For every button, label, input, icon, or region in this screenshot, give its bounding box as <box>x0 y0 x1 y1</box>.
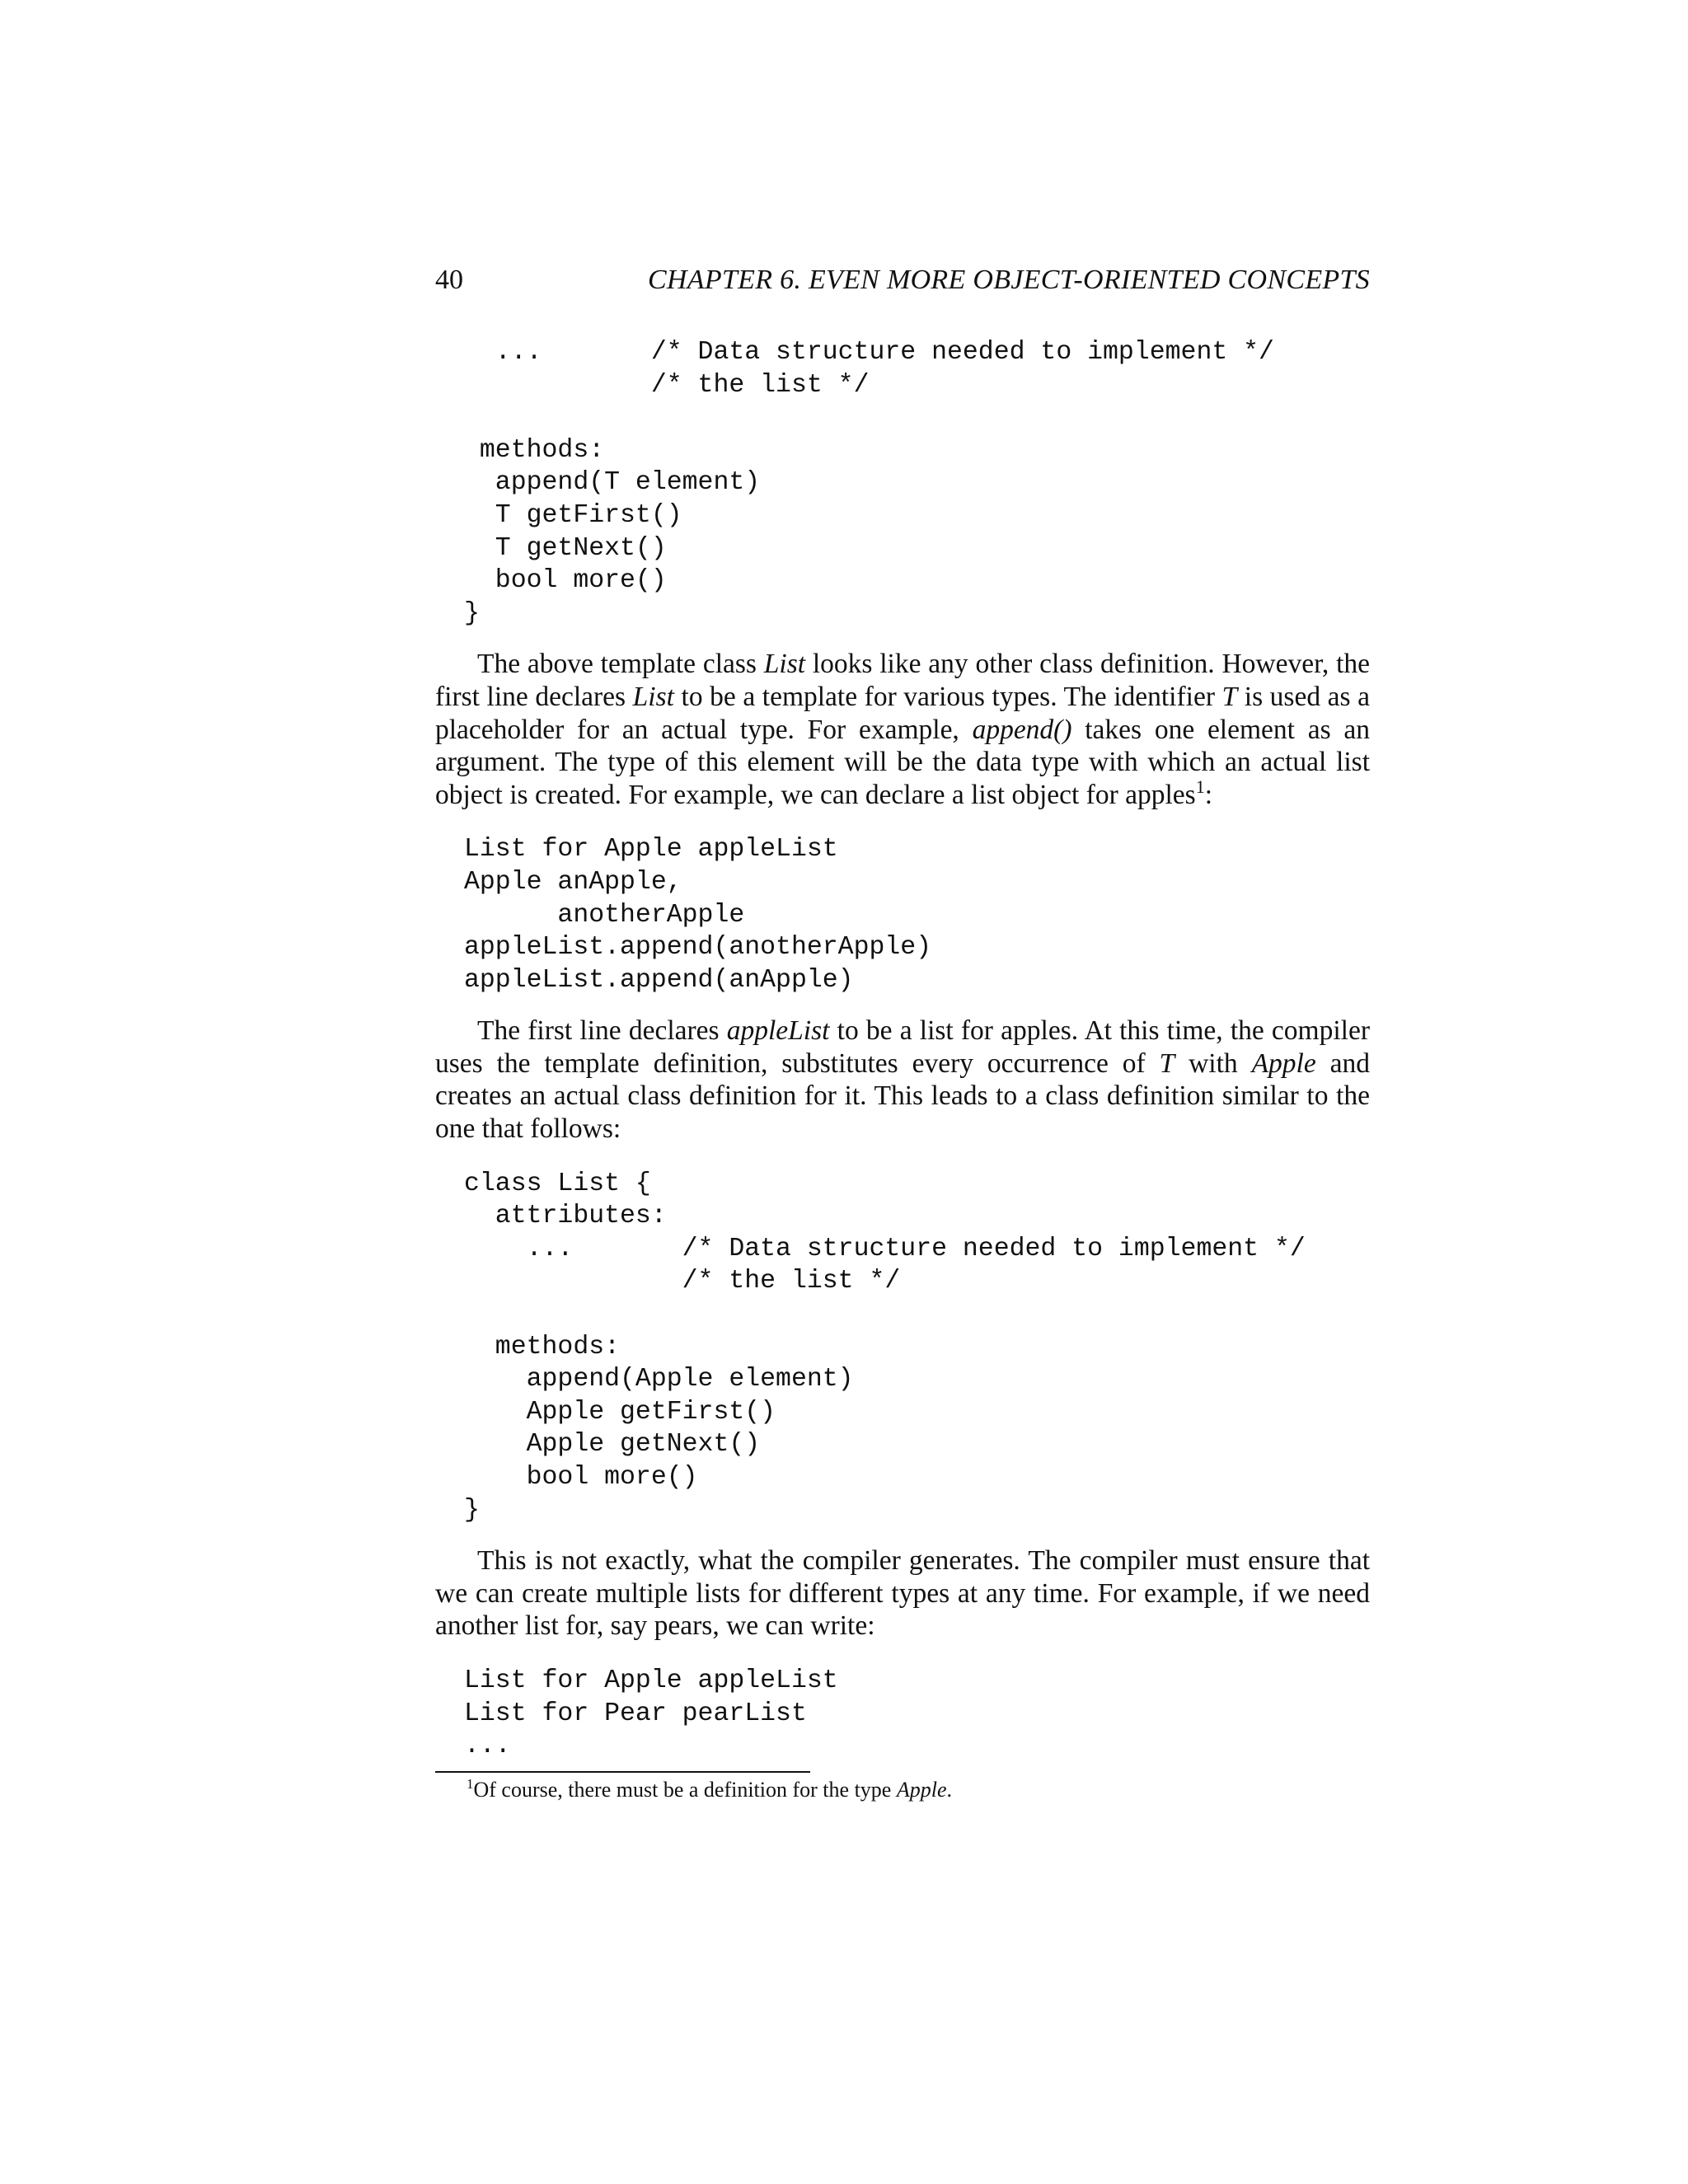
emphasis-append: append() <box>972 714 1072 745</box>
text-run: The first line declares <box>477 1015 727 1047</box>
emphasis-list: List <box>763 649 806 680</box>
footnote-divider <box>435 1771 810 1773</box>
emphasis-apple: Apple <box>896 1777 947 1802</box>
footnote-marker: 1 <box>467 1775 474 1792</box>
text-run: The above template class <box>477 649 764 680</box>
code-line: append(T element) <box>464 468 761 498</box>
code-line: List for Apple appleList <box>464 1666 838 1695</box>
code-line: ... <box>464 1732 511 1761</box>
code-line: bool more() <box>464 1463 698 1492</box>
text-run: This is not exactly, what the compiler generates. The compiler must ensure that we can create multiple lists for different types at any time. For example, if we need another list for, say pears, we can write: <box>435 1545 1370 1642</box>
emphasis-applelist: appleList <box>726 1015 830 1047</box>
paragraph-template-substitution <box>435 1015 1370 1145</box>
emphasis-apple: Apple <box>1251 1047 1316 1079</box>
running-header <box>435 262 1370 298</box>
text-run: . <box>946 1777 952 1802</box>
code-block-apple-class <box>464 1168 1370 1527</box>
text-run: : <box>1204 779 1213 810</box>
text-run: to be a list for apples. At this time, the compiler uses the template definition, substitutes every occurrence of <box>435 1015 1370 1079</box>
paragraph-template-explanation <box>435 648 1370 811</box>
code-line: } <box>464 598 480 628</box>
page-number: 40 <box>435 265 463 295</box>
code-line: Apple getFirst() <box>464 1397 776 1427</box>
text-run: looks like any other class definition. However, the first line declares <box>435 649 1370 712</box>
footnote <box>467 1776 1370 1804</box>
document-page <box>435 262 1370 1804</box>
code-line: ... /* Data structure needed to implement */ <box>464 1234 1306 1263</box>
code-line: List for Apple appleList <box>464 835 838 865</box>
code-line: T getNext() <box>464 533 667 563</box>
footnote-reference[interactable]: 1 <box>1195 776 1205 797</box>
code-line: List for Pear pearList <box>464 1699 807 1728</box>
code-line: attributes: <box>464 1202 667 1231</box>
code-line <box>464 1298 1370 1331</box>
code-line: Apple anApple, <box>464 867 682 897</box>
code-line: methods: <box>464 435 605 465</box>
code-line: T getFirst() <box>464 500 682 530</box>
text-run: with <box>1175 1047 1252 1079</box>
text-run: and creates an actual class definition for it. This leads to a class definition similar to the one that follows: <box>435 1047 1370 1145</box>
code-block-list-template-end <box>464 336 1370 630</box>
code-line: methods: <box>464 1332 621 1361</box>
code-block-multiple-lists <box>464 1665 1370 1763</box>
code-line: Apple getNext() <box>464 1430 761 1460</box>
code-line: /* the list */ <box>464 1267 901 1296</box>
code-line: bool more() <box>464 566 667 596</box>
code-line: class List { <box>464 1169 651 1198</box>
code-block-apple-list-usage <box>464 833 1370 996</box>
emphasis-list: List <box>632 681 674 712</box>
code-line: } <box>464 1495 480 1525</box>
code-line: ... /* Data structure needed to implement */ <box>464 338 1274 367</box>
emphasis-t: T <box>1221 681 1238 712</box>
code-line: appleList.append(anApple) <box>464 965 854 995</box>
text-run: is used as a placeholder for an actual type. For example, <box>435 681 1370 745</box>
chapter-title: CHAPTER 6. EVEN MORE OBJECT-ORIENTED CONCEPTS <box>647 265 1370 295</box>
code-line: append(Apple element) <box>464 1365 854 1394</box>
text-run: Of course, there must be a definition for the type <box>473 1777 897 1802</box>
text-run: takes one element as an argument. The type of this element will be the data type with which an actual list object is created. For example, we can declare a list object for apples <box>435 714 1370 810</box>
text-run: to be a template for various types. The identifier <box>673 681 1222 712</box>
emphasis-t: T <box>1159 1047 1175 1079</box>
code-line: appleList.append(anotherApple) <box>464 933 932 963</box>
code-line: /* the list */ <box>464 370 870 400</box>
code-line <box>464 401 1370 434</box>
code-line: anotherApple <box>464 900 745 930</box>
paragraph-multiple-lists <box>435 1544 1370 1643</box>
